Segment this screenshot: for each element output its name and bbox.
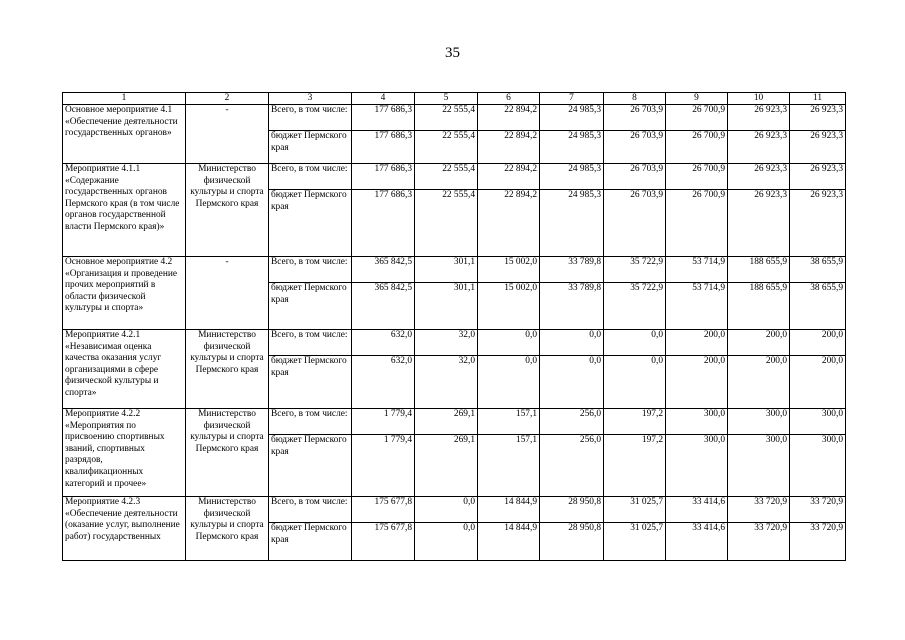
header-cell: 7 bbox=[540, 93, 604, 105]
amount-cell: 0,0 bbox=[478, 356, 540, 409]
amount-cell: 300,0 bbox=[666, 435, 728, 497]
activity-name-cell: Мероприятие 4.2.1 «Независимая оценка качества оказания услуг организациями в сфере физической культуры и спорта» bbox=[63, 330, 186, 409]
table-row bbox=[63, 409, 846, 435]
amount-cell: 300,0 bbox=[790, 435, 846, 497]
amount-cell: 200,0 bbox=[790, 330, 846, 356]
page-number: 35 bbox=[445, 45, 460, 61]
funding-source-cell: бюджет Пермского края bbox=[269, 435, 352, 497]
amount-cell: 200,0 bbox=[728, 356, 790, 409]
amount-cell: 26 923,3 bbox=[728, 190, 790, 257]
amount-cell: 188 655,9 bbox=[728, 257, 790, 283]
amount-cell: 26 703,9 bbox=[604, 131, 666, 164]
amount-cell: 269,1 bbox=[415, 435, 478, 497]
amount-cell: 177 686,3 bbox=[352, 105, 415, 131]
funding-source-cell: Всего, в том числе: bbox=[269, 497, 352, 523]
amount-cell: 33 789,8 bbox=[540, 257, 604, 283]
amount-cell: 33 720,9 bbox=[728, 497, 790, 523]
amount-cell: 14 844,9 bbox=[478, 523, 540, 561]
amount-cell: 53 714,9 bbox=[666, 257, 728, 283]
funding-source-cell: бюджет Пермского края bbox=[269, 356, 352, 409]
header-cell: 9 bbox=[666, 93, 728, 105]
amount-cell: 22 894,2 bbox=[478, 105, 540, 131]
funding-source-cell: Всего, в том числе: bbox=[269, 409, 352, 435]
amount-cell: 157,1 bbox=[478, 435, 540, 497]
amount-cell: 22 894,2 bbox=[478, 164, 540, 190]
amount-cell: 177 686,3 bbox=[352, 131, 415, 164]
funding-source-cell: бюджет Пермского края bbox=[269, 190, 352, 257]
amount-cell: 1 779,4 bbox=[352, 435, 415, 497]
funding-source-cell: Всего, в том числе: bbox=[269, 330, 352, 356]
header-cell: 8 bbox=[604, 93, 666, 105]
amount-cell: 14 844,9 bbox=[478, 497, 540, 523]
amount-cell: 26 700,9 bbox=[666, 164, 728, 190]
amount-cell: 26 923,3 bbox=[790, 164, 846, 190]
activity-name-cell: Мероприятие 4.1.1 «Содержание государственных органов Пермского края (в том числе органов государственной власти Пермского края)» bbox=[63, 164, 186, 257]
amount-cell: 26 703,9 bbox=[604, 164, 666, 190]
amount-cell: 0,0 bbox=[604, 356, 666, 409]
amount-cell: 197,2 bbox=[604, 409, 666, 435]
activity-name-cell: Мероприятие 4.2.2 «Мероприятия по присвоению спортивных званий, спортивных разрядов, квалификационных категорий и прочее» bbox=[63, 409, 186, 497]
executor-cell: Министерство физической культуры и спорта Пермского края bbox=[186, 164, 269, 257]
amount-cell: 22 555,4 bbox=[415, 105, 478, 131]
amount-cell: 33 414,6 bbox=[666, 497, 728, 523]
amount-cell: 175 677,8 bbox=[352, 497, 415, 523]
amount-cell: 22 555,4 bbox=[415, 131, 478, 164]
amount-cell: 26 923,3 bbox=[790, 131, 846, 164]
amount-cell: 300,0 bbox=[790, 409, 846, 435]
amount-cell: 269,1 bbox=[415, 409, 478, 435]
table-row bbox=[63, 164, 846, 190]
amount-cell: 26 700,9 bbox=[666, 131, 728, 164]
amount-cell: 15 002,0 bbox=[478, 257, 540, 283]
funding-source-cell: Всего, в том числе: bbox=[269, 257, 352, 283]
amount-cell: 200,0 bbox=[666, 330, 728, 356]
header-cell: 5 bbox=[415, 93, 478, 105]
table-row bbox=[63, 330, 846, 356]
amount-cell: 256,0 bbox=[540, 409, 604, 435]
amount-cell: 300,0 bbox=[728, 409, 790, 435]
amount-cell: 22 894,2 bbox=[478, 131, 540, 164]
amount-cell: 26 923,3 bbox=[728, 131, 790, 164]
table-row bbox=[63, 257, 846, 283]
header-cell: 4 bbox=[352, 93, 415, 105]
amount-cell: 300,0 bbox=[728, 435, 790, 497]
amount-cell: 33 720,9 bbox=[790, 523, 846, 561]
amount-cell: 28 950,8 bbox=[540, 523, 604, 561]
header-cell: 1 bbox=[63, 93, 186, 105]
amount-cell: 33 789,8 bbox=[540, 283, 604, 330]
amount-cell: 0,0 bbox=[415, 497, 478, 523]
amount-cell: 26 923,3 bbox=[728, 164, 790, 190]
amount-cell: 22 555,4 bbox=[415, 190, 478, 257]
amount-cell: 200,0 bbox=[728, 330, 790, 356]
activity-name-cell: Основное мероприятие 4.1 «Обеспечение деятельности государственных органов» bbox=[63, 105, 186, 164]
amount-cell: 365 842,5 bbox=[352, 257, 415, 283]
amount-cell: 200,0 bbox=[790, 356, 846, 409]
amount-cell: 35 722,9 bbox=[604, 283, 666, 330]
table-row bbox=[63, 105, 846, 131]
amount-cell: 22 555,4 bbox=[415, 164, 478, 190]
header-cell: 6 bbox=[478, 93, 540, 105]
executor-cell: - bbox=[186, 257, 269, 330]
amount-cell: 26 923,3 bbox=[790, 105, 846, 131]
amount-cell: 632,0 bbox=[352, 330, 415, 356]
amount-cell: 15 002,0 bbox=[478, 283, 540, 330]
executor-cell: Министерство физической культуры и спорта Пермского края bbox=[186, 330, 269, 409]
amount-cell: 33 720,9 bbox=[728, 523, 790, 561]
amount-cell: 32,0 bbox=[415, 356, 478, 409]
amount-cell: 35 722,9 bbox=[604, 257, 666, 283]
header-row bbox=[63, 93, 846, 105]
header-cell: 3 bbox=[269, 93, 352, 105]
amount-cell: 175 677,8 bbox=[352, 523, 415, 561]
executor-cell: Министерство физической культуры и спорта Пермского края bbox=[186, 409, 269, 497]
amount-cell: 32,0 bbox=[415, 330, 478, 356]
executor-cell: Министерство физической культуры и спорта Пермского края bbox=[186, 497, 269, 561]
amount-cell: 38 655,9 bbox=[790, 283, 846, 330]
amount-cell: 24 985,3 bbox=[540, 164, 604, 190]
amount-cell: 33 720,9 bbox=[790, 497, 846, 523]
amount-cell: 365 842,5 bbox=[352, 283, 415, 330]
amount-cell: 157,1 bbox=[478, 409, 540, 435]
amount-cell: 26 700,9 bbox=[666, 105, 728, 131]
amount-cell: 26 703,9 bbox=[604, 190, 666, 257]
funding-source-cell: бюджет Пермского края bbox=[269, 523, 352, 561]
header-cell: 10 bbox=[728, 93, 790, 105]
activity-name-cell: Основное мероприятие 4.2 «Организация и проведение прочих мероприятий в области физической культуры и спорта» bbox=[63, 257, 186, 330]
amount-cell: 1 779,4 bbox=[352, 409, 415, 435]
funding-source-cell: бюджет Пермского края bbox=[269, 283, 352, 330]
amount-cell: 200,0 bbox=[666, 356, 728, 409]
executor-cell: - bbox=[186, 105, 269, 164]
amount-cell: 33 414,6 bbox=[666, 523, 728, 561]
amount-cell: 24 985,3 bbox=[540, 131, 604, 164]
amount-cell: 22 894,2 bbox=[478, 190, 540, 257]
funding-source-cell: бюджет Пермского края bbox=[269, 131, 352, 164]
amount-cell: 0,0 bbox=[478, 330, 540, 356]
amount-cell: 26 703,9 bbox=[604, 105, 666, 131]
amount-cell: 0,0 bbox=[540, 356, 604, 409]
amount-cell: 632,0 bbox=[352, 356, 415, 409]
amount-cell: 0,0 bbox=[540, 330, 604, 356]
amount-cell: 26 923,3 bbox=[790, 190, 846, 257]
funding-source-cell: Всего, в том числе: bbox=[269, 105, 352, 131]
amount-cell: 197,2 bbox=[604, 435, 666, 497]
table-row bbox=[63, 497, 846, 523]
amount-cell: 256,0 bbox=[540, 435, 604, 497]
amount-cell: 301,1 bbox=[415, 257, 478, 283]
amount-cell: 38 655,9 bbox=[790, 257, 846, 283]
amount-cell: 24 985,3 bbox=[540, 190, 604, 257]
funding-source-cell: Всего, в том числе: bbox=[269, 164, 352, 190]
amount-cell: 24 985,3 bbox=[540, 105, 604, 131]
header-cell: 2 bbox=[186, 93, 269, 105]
activity-name-cell: Мероприятие 4.2.3 «Обеспечение деятельности (оказание услуг, выполнение работ) государственных bbox=[63, 497, 186, 561]
amount-cell: 26 923,3 bbox=[728, 105, 790, 131]
amount-cell: 177 686,3 bbox=[352, 164, 415, 190]
amount-cell: 0,0 bbox=[415, 523, 478, 561]
header-cell: 11 bbox=[790, 93, 846, 105]
budget-table bbox=[62, 92, 846, 561]
amount-cell: 177 686,3 bbox=[352, 190, 415, 257]
amount-cell: 26 700,9 bbox=[666, 190, 728, 257]
amount-cell: 31 025,7 bbox=[604, 523, 666, 561]
amount-cell: 188 655,9 bbox=[728, 283, 790, 330]
amount-cell: 31 025,7 bbox=[604, 497, 666, 523]
amount-cell: 301,1 bbox=[415, 283, 478, 330]
amount-cell: 300,0 bbox=[666, 409, 728, 435]
amount-cell: 28 950,8 bbox=[540, 497, 604, 523]
amount-cell: 0,0 bbox=[604, 330, 666, 356]
amount-cell: 53 714,9 bbox=[666, 283, 728, 330]
